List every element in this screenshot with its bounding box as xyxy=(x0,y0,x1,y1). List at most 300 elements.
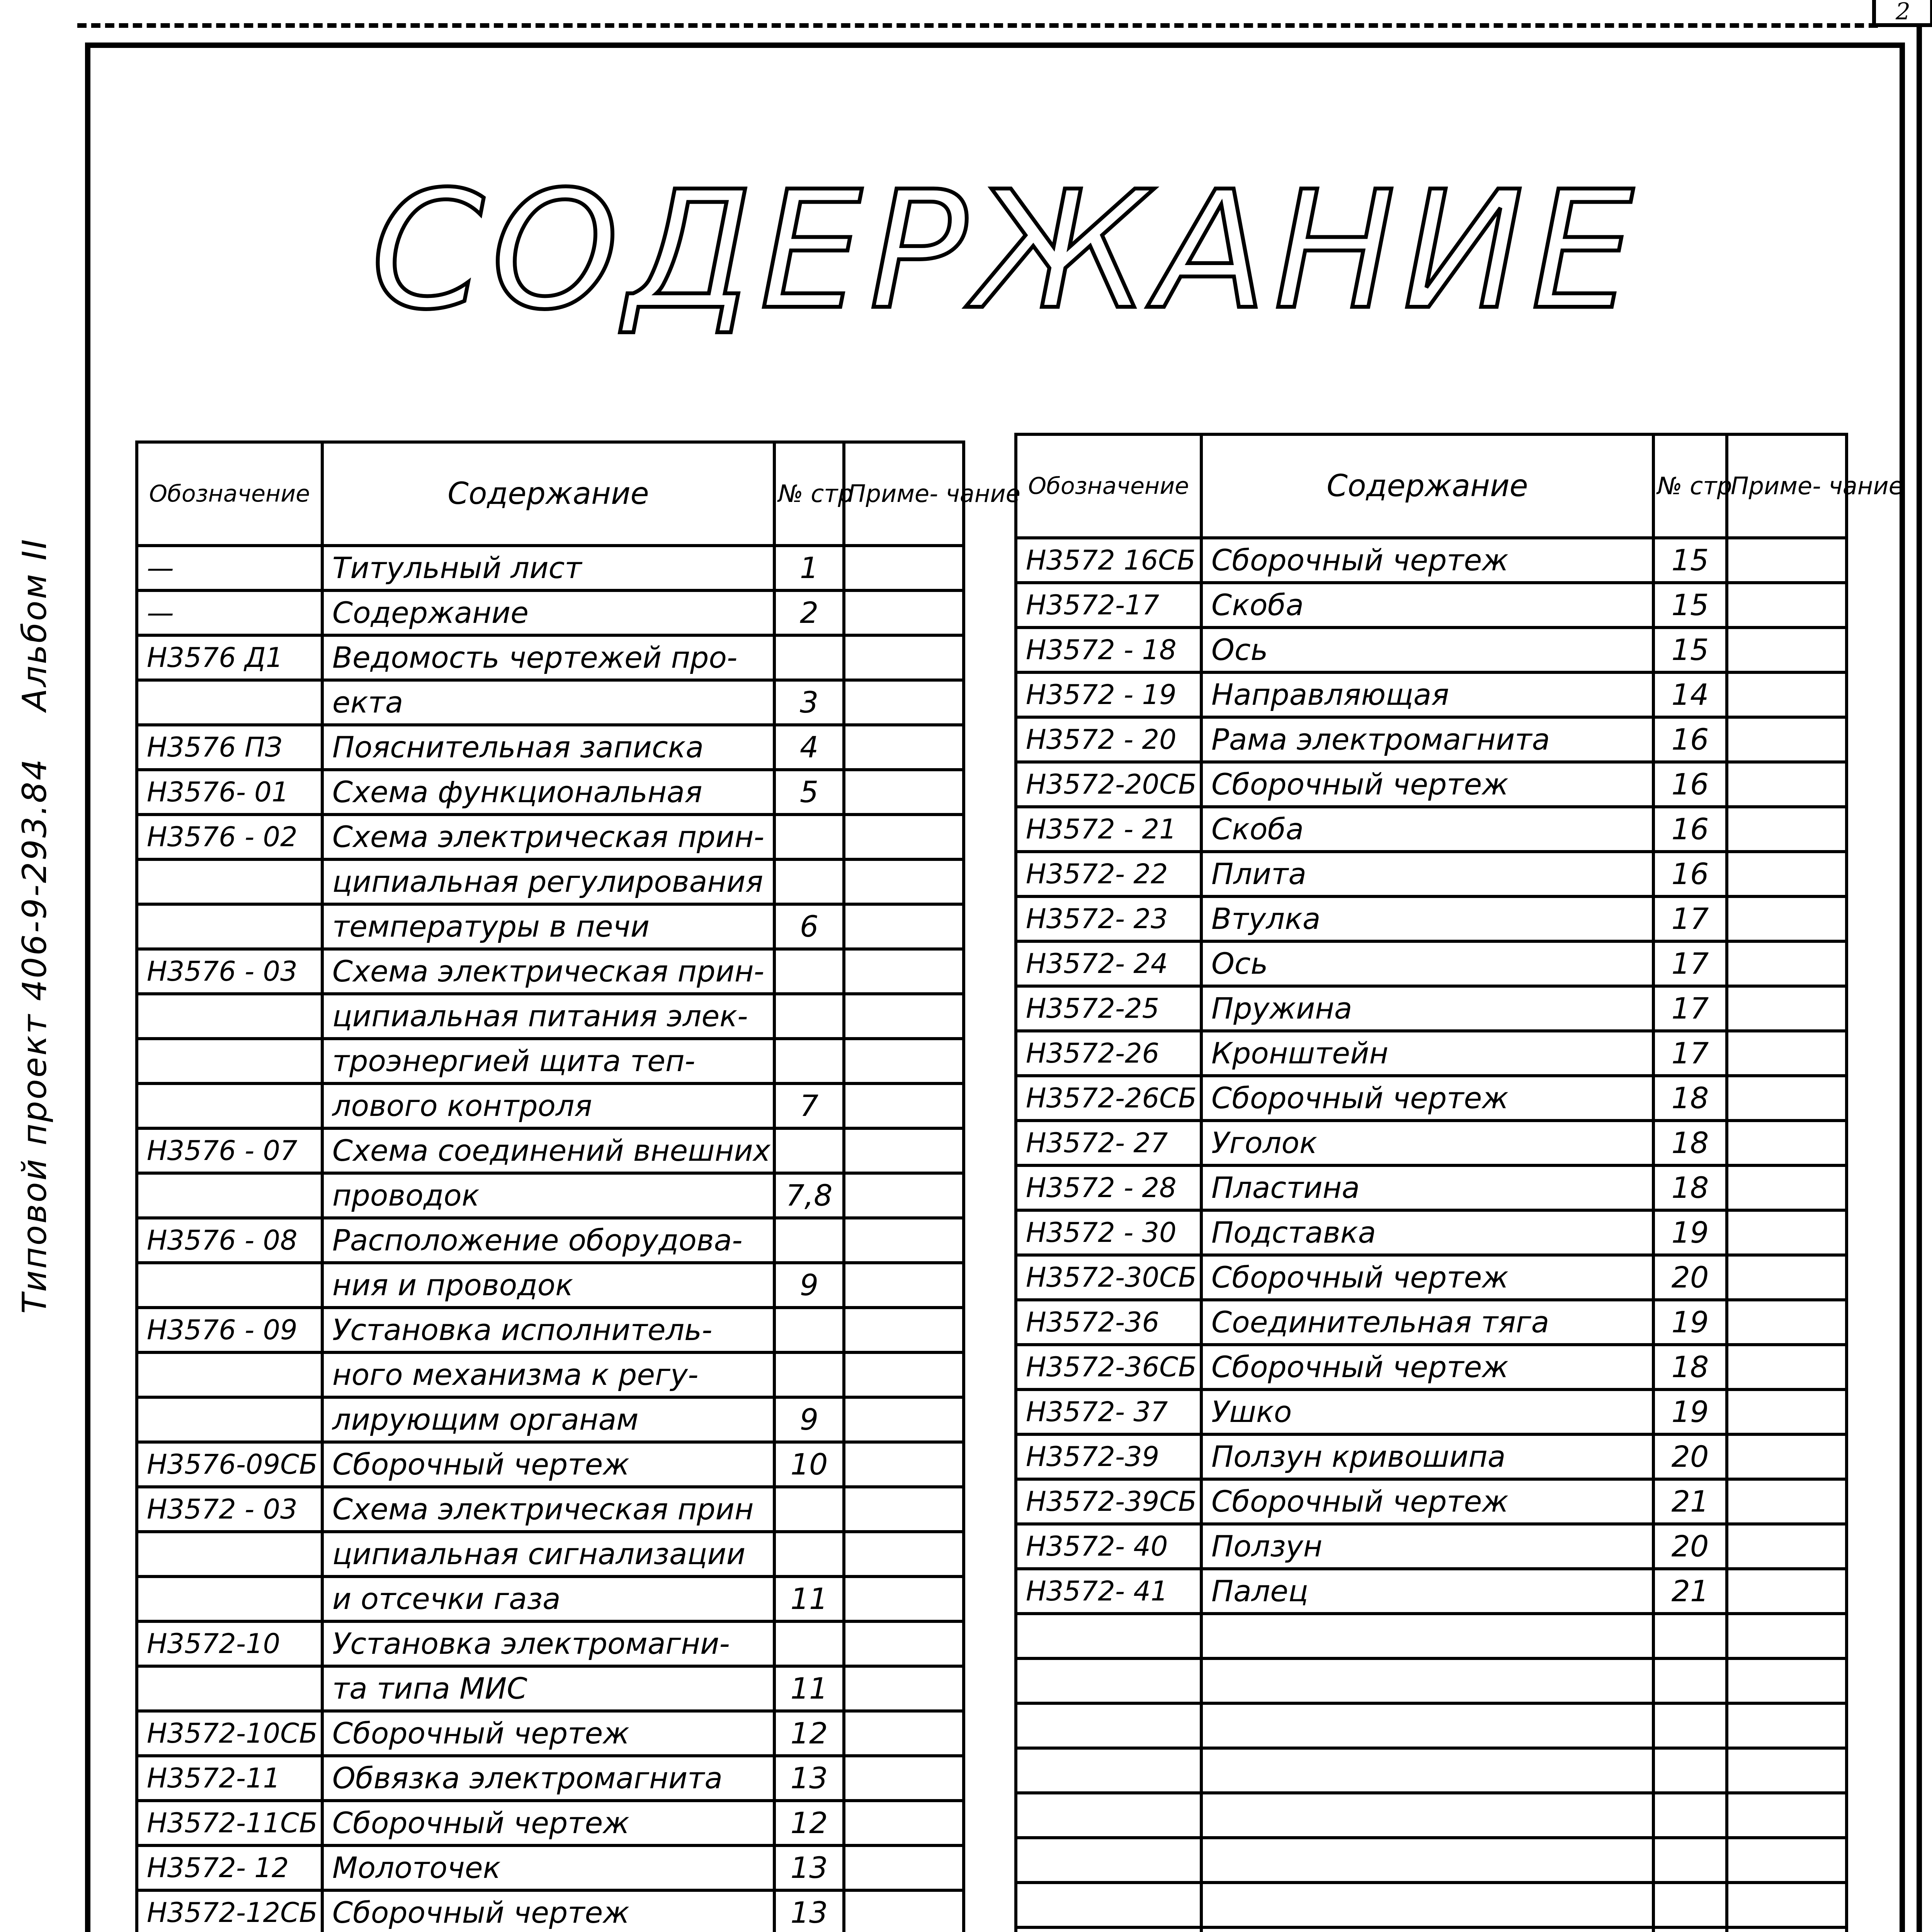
note-cell xyxy=(1727,986,1847,1031)
page-cell: 18 xyxy=(1653,1076,1727,1121)
note-cell xyxy=(1727,1479,1847,1524)
content-cell: Сборочный чертеж xyxy=(1201,1345,1653,1389)
page-cell xyxy=(774,1352,844,1397)
note-cell xyxy=(844,1487,964,1532)
note-cell xyxy=(844,1711,964,1756)
page-cell: 10 xyxy=(774,1442,844,1487)
note-cell xyxy=(844,904,964,949)
content-cell: ципиальная регулирования xyxy=(322,859,774,904)
content-cell: Схема функциональная xyxy=(322,770,774,815)
table-row xyxy=(1016,538,1847,583)
content-cell: ного механизма к регу- xyxy=(322,1352,774,1397)
page-cell: 19 xyxy=(1653,1389,1727,1434)
page-cell: 12 xyxy=(774,1711,844,1756)
table-row xyxy=(137,1621,964,1666)
content-cell xyxy=(1201,1793,1653,1838)
note-cell xyxy=(1727,1345,1847,1389)
designation-cell: Н3572-10СБ xyxy=(137,1711,322,1756)
table-row xyxy=(137,1442,964,1487)
page-cell: 16 xyxy=(1653,762,1727,807)
designation-cell: Н3572-30СБ xyxy=(1016,1255,1201,1300)
content-cell: Скоба xyxy=(1201,807,1653,852)
content-cell: Плита xyxy=(1201,852,1653,896)
contents-table-right xyxy=(1014,433,1903,1932)
designation-cell xyxy=(137,1397,322,1442)
note-cell xyxy=(1727,762,1847,807)
designation-cell: Н3572- 41 xyxy=(1016,1569,1201,1614)
note-cell xyxy=(844,1756,964,1801)
table-row xyxy=(137,680,964,725)
table-row xyxy=(137,1845,964,1890)
note-cell xyxy=(844,1845,964,1890)
page-cell: 9 xyxy=(774,1397,844,1442)
table-row xyxy=(137,1128,964,1173)
note-cell xyxy=(1727,1703,1847,1748)
table-row xyxy=(137,815,964,859)
note-cell xyxy=(1727,1614,1847,1658)
content-cell: лового контроля xyxy=(322,1083,774,1128)
table-row xyxy=(137,1532,964,1577)
note-cell xyxy=(1727,628,1847,672)
designation-cell xyxy=(1016,1614,1201,1658)
designation-cell: Н3572- 24 xyxy=(1016,941,1201,986)
designation-cell: Н3572 - 18 xyxy=(1016,628,1201,672)
page-cell xyxy=(774,1039,844,1083)
note-cell xyxy=(844,1621,964,1666)
page-cell: 3 xyxy=(774,680,844,725)
page-cell xyxy=(1653,1703,1727,1748)
content-cell: Обвязка электромагнита xyxy=(322,1756,774,1801)
designation-cell: Н3572- 12 xyxy=(137,1845,322,1890)
content-cell xyxy=(1201,1658,1653,1703)
designation-cell: Н3572-36 xyxy=(1016,1300,1201,1345)
page-cell: 16 xyxy=(1653,807,1727,852)
page-cell: 2 xyxy=(774,590,844,635)
content-cell: Установка электромагни- xyxy=(322,1621,774,1666)
content-cell: та типа МИС xyxy=(322,1666,774,1711)
page-cell xyxy=(1653,1614,1727,1658)
note-cell xyxy=(1727,807,1847,852)
table-row xyxy=(1016,583,1847,628)
table-row xyxy=(1016,1479,1847,1524)
note-cell xyxy=(1727,941,1847,986)
table-row xyxy=(137,1890,964,1932)
table-row xyxy=(137,1577,964,1621)
contents-body-right xyxy=(1016,538,1847,1932)
page-cell: 13 xyxy=(774,1890,844,1932)
table-row xyxy=(1016,1076,1847,1121)
designation-cell xyxy=(137,1263,322,1308)
content-cell: Направляющая xyxy=(1201,672,1653,717)
page-cell xyxy=(774,1532,844,1577)
note-cell xyxy=(844,1308,964,1352)
table-row xyxy=(1016,1658,1847,1703)
table-row xyxy=(1016,1031,1847,1076)
table-row xyxy=(137,546,964,590)
designation-cell: Н3572-11СБ xyxy=(137,1801,322,1845)
page-cell xyxy=(1653,1883,1727,1927)
content-cell: Сборочный чертеж xyxy=(322,1711,774,1756)
designation-cell: Н3572 16СБ xyxy=(1016,538,1201,583)
note-cell xyxy=(844,1442,964,1487)
note-cell xyxy=(844,1128,964,1173)
table-row xyxy=(1016,1524,1847,1569)
note-cell xyxy=(1727,1031,1847,1076)
content-cell: Сборочный чертеж xyxy=(1201,1479,1653,1524)
table-row xyxy=(137,994,964,1039)
note-cell xyxy=(1727,852,1847,896)
note-cell xyxy=(844,1666,964,1711)
designation-header: Обозначение xyxy=(137,442,322,546)
table-row xyxy=(137,1711,964,1756)
designation-cell: Н3572 - 30 xyxy=(1016,1210,1201,1255)
note-cell xyxy=(844,1801,964,1845)
designation-cell: Н3576 - 07 xyxy=(137,1128,322,1173)
content-cell: екта xyxy=(322,680,774,725)
page-cell: 20 xyxy=(1653,1524,1727,1569)
table-row xyxy=(137,1263,964,1308)
content-cell: Пластина xyxy=(1201,1165,1653,1210)
note-cell xyxy=(1727,1434,1847,1479)
table-row xyxy=(137,859,964,904)
page-cell: 7,8 xyxy=(774,1173,844,1218)
designation-cell: Н3572-10 xyxy=(137,1621,322,1666)
designation-cell xyxy=(1016,1927,1201,1932)
content-header: Содержание xyxy=(322,442,774,546)
note-cell xyxy=(844,1532,964,1577)
note-cell xyxy=(844,815,964,859)
note-cell xyxy=(1727,1255,1847,1300)
content-cell xyxy=(1201,1927,1653,1932)
designation-cell xyxy=(137,1352,322,1397)
table-row xyxy=(1016,1345,1847,1389)
note-cell xyxy=(1727,1076,1847,1121)
page-cell xyxy=(774,635,844,680)
page-cell: 20 xyxy=(1653,1434,1727,1479)
table-row xyxy=(137,1397,964,1442)
designation-cell xyxy=(137,1577,322,1621)
page-cell: 13 xyxy=(774,1756,844,1801)
table-row xyxy=(137,1173,964,1218)
content-cell: Содержание xyxy=(322,590,774,635)
table-row xyxy=(137,1756,964,1801)
table-row xyxy=(137,635,964,680)
album-label: Альбом II xyxy=(15,537,54,711)
designation-cell: — xyxy=(137,590,322,635)
page-cell: 4 xyxy=(774,725,844,770)
table-row xyxy=(1016,628,1847,672)
note-cell xyxy=(1727,1210,1847,1255)
page-cell: 15 xyxy=(1653,538,1727,583)
content-cell: Палец xyxy=(1201,1569,1653,1614)
content-cell: Сборочный чертеж xyxy=(1201,1255,1653,1300)
table-row xyxy=(1016,941,1847,986)
designation-cell: Н3576 - 02 xyxy=(137,815,322,859)
page-cell: 19 xyxy=(1653,1300,1727,1345)
table-row xyxy=(1016,762,1847,807)
table-header-row xyxy=(137,442,964,546)
content-cell: Сборочный чертеж xyxy=(322,1890,774,1932)
page-header: № стр xyxy=(1653,434,1727,538)
note-cell xyxy=(844,1352,964,1397)
page-cell: 21 xyxy=(1653,1569,1727,1614)
note-cell xyxy=(844,1039,964,1083)
page-cell: 19 xyxy=(1653,1210,1727,1255)
table-row xyxy=(137,949,964,994)
designation-cell: Н3572 - 19 xyxy=(1016,672,1201,717)
table-row xyxy=(137,1352,964,1397)
page-cell: 17 xyxy=(1653,896,1727,941)
designation-cell: Н3572-11 xyxy=(137,1756,322,1801)
page-cell: 15 xyxy=(1653,628,1727,672)
content-cell: Сборочный чертеж xyxy=(1201,538,1653,583)
content-cell: Втулка xyxy=(1201,896,1653,941)
designation-cell: Н3576 - 08 xyxy=(137,1218,322,1263)
content-cell xyxy=(1201,1703,1653,1748)
page-cell xyxy=(1653,1793,1727,1838)
page-cell: 7 xyxy=(774,1083,844,1128)
content-cell: Схема электрическая прин- xyxy=(322,949,774,994)
content-cell: Ушко xyxy=(1201,1389,1653,1434)
table-row xyxy=(1016,1614,1847,1658)
note-cell xyxy=(1727,1748,1847,1793)
table-row xyxy=(1016,986,1847,1031)
table-row xyxy=(1016,1165,1847,1210)
content-cell: Уголок xyxy=(1201,1121,1653,1165)
designation-cell: Н3576 ПЗ xyxy=(137,725,322,770)
table-row xyxy=(137,1801,964,1845)
note-cell xyxy=(1727,1838,1847,1883)
content-cell: Сборочный чертеж xyxy=(322,1801,774,1845)
page-cell: 20 xyxy=(1653,1255,1727,1300)
content-cell: Установка исполнитель- xyxy=(322,1308,774,1352)
designation-cell: Н3572 - 21 xyxy=(1016,807,1201,852)
designation-header: Обозначение xyxy=(1016,434,1201,538)
note-cell xyxy=(844,949,964,994)
page-cell: 6 xyxy=(774,904,844,949)
table-row xyxy=(1016,852,1847,896)
page-cell: 9 xyxy=(774,1263,844,1308)
page-header: № стр xyxy=(774,442,844,546)
top-dashed-line xyxy=(77,23,1878,28)
designation-cell: Н3572-36СБ xyxy=(1016,1345,1201,1389)
table-row xyxy=(137,1487,964,1532)
table-row xyxy=(1016,1703,1847,1748)
designation-cell: Н3572-20СБ xyxy=(1016,762,1201,807)
side-label xyxy=(15,538,54,1314)
content-cell: Скоба xyxy=(1201,583,1653,628)
table-row xyxy=(137,1039,964,1083)
designation-cell xyxy=(137,1173,322,1218)
designation-cell xyxy=(137,1666,322,1711)
note-cell xyxy=(1727,1165,1847,1210)
content-cell xyxy=(1201,1883,1653,1927)
contents-body-left xyxy=(137,546,964,1932)
designation-cell xyxy=(1016,1838,1201,1883)
table-row xyxy=(137,1666,964,1711)
content-cell: Соединительная тяга xyxy=(1201,1300,1653,1345)
designation-cell: Н3572- 40 xyxy=(1016,1524,1201,1569)
note-header: Приме- чание xyxy=(1727,434,1847,538)
note-cell xyxy=(844,1397,964,1442)
page-cell: 13 xyxy=(774,1845,844,1890)
designation-cell: Н3572-12СБ xyxy=(137,1890,322,1932)
note-cell xyxy=(1727,1569,1847,1614)
table-row xyxy=(137,904,964,949)
content-cell: Сборочный чертеж xyxy=(1201,1076,1653,1121)
content-cell: Расположение оборудова- xyxy=(322,1218,774,1263)
page-cell: 5 xyxy=(774,770,844,815)
designation-cell: Н3572 - 20 xyxy=(1016,717,1201,762)
page-cell xyxy=(774,1487,844,1532)
page-cell xyxy=(774,859,844,904)
page-cell: 17 xyxy=(1653,1031,1727,1076)
content-cell: Подставка xyxy=(1201,1210,1653,1255)
contents-table-left xyxy=(135,440,1020,1932)
content-cell: Пружина xyxy=(1201,986,1653,1031)
page-cell: 1 xyxy=(774,546,844,590)
page-cell xyxy=(774,1218,844,1263)
content-cell xyxy=(1201,1838,1653,1883)
designation-cell: Н3572- 37 xyxy=(1016,1389,1201,1434)
page-number: 2 xyxy=(1872,0,1932,27)
designation-cell xyxy=(137,1039,322,1083)
designation-cell xyxy=(137,859,322,904)
table-row xyxy=(1016,1569,1847,1614)
note-cell xyxy=(844,546,964,590)
note-cell xyxy=(844,590,964,635)
designation-cell: Н3576- 01 xyxy=(137,770,322,815)
content-cell: Ползун xyxy=(1201,1524,1653,1569)
designation-cell: Н3572-39СБ xyxy=(1016,1479,1201,1524)
note-cell xyxy=(844,994,964,1039)
note-cell xyxy=(844,859,964,904)
page-cell xyxy=(774,1308,844,1352)
designation-cell: Н3572-26СБ xyxy=(1016,1076,1201,1121)
note-cell xyxy=(844,680,964,725)
content-cell: Пояснительная записка xyxy=(322,725,774,770)
content-header: Содержание xyxy=(1201,434,1653,538)
content-cell: Титульный лист xyxy=(322,546,774,590)
page-cell: 12 xyxy=(774,1801,844,1845)
designation-cell: Н3572-39 xyxy=(1016,1434,1201,1479)
content-cell: Схема электрическая прин xyxy=(322,1487,774,1532)
page-cell: 17 xyxy=(1653,941,1727,986)
content-cell: Рама электромагнита xyxy=(1201,717,1653,762)
designation-cell: Н3572- 23 xyxy=(1016,896,1201,941)
table-row xyxy=(137,770,964,815)
designation-cell: Н3576 - 03 xyxy=(137,949,322,994)
note-cell xyxy=(1727,1883,1847,1927)
table-row xyxy=(1016,1210,1847,1255)
page-cell xyxy=(1653,1927,1727,1932)
page-cell: 17 xyxy=(1653,986,1727,1031)
table-row xyxy=(137,1308,964,1352)
note-cell xyxy=(1727,717,1847,762)
designation-cell xyxy=(137,680,322,725)
designation-cell xyxy=(1016,1883,1201,1927)
page-cell: 18 xyxy=(1653,1165,1727,1210)
page-cell: 16 xyxy=(1653,717,1727,762)
note-cell xyxy=(1727,538,1847,583)
table-row xyxy=(1016,1121,1847,1165)
designation-cell xyxy=(1016,1748,1201,1793)
table-row xyxy=(1016,1300,1847,1345)
note-cell xyxy=(1727,583,1847,628)
content-cell: Сборочный чертеж xyxy=(322,1442,774,1487)
table-row xyxy=(1016,896,1847,941)
page-cell xyxy=(774,994,844,1039)
note-cell xyxy=(1727,1524,1847,1569)
designation-cell: Н3572-25 xyxy=(1016,986,1201,1031)
note-cell xyxy=(844,635,964,680)
note-cell xyxy=(1727,1927,1847,1932)
content-cell: Ползун кривошипа xyxy=(1201,1434,1653,1479)
content-cell: Схема соединений внешних xyxy=(322,1128,774,1173)
note-cell xyxy=(844,1577,964,1621)
table-row xyxy=(137,725,964,770)
note-cell xyxy=(844,1263,964,1308)
page-cell: 11 xyxy=(774,1577,844,1621)
page-cell xyxy=(1653,1838,1727,1883)
content-cell: проводок xyxy=(322,1173,774,1218)
designation-cell xyxy=(137,1532,322,1577)
content-cell: Молоточек xyxy=(322,1845,774,1890)
page-cell xyxy=(774,949,844,994)
designation-cell: Н3572- 27 xyxy=(1016,1121,1201,1165)
designation-cell xyxy=(1016,1793,1201,1838)
note-cell xyxy=(844,1890,964,1932)
designation-cell: Н3576 Д1 xyxy=(137,635,322,680)
page-cell xyxy=(774,1128,844,1173)
table-row xyxy=(1016,717,1847,762)
note-cell xyxy=(1727,1300,1847,1345)
content-cell: Ведомость чертежей про- xyxy=(322,635,774,680)
content-cell: и отсечки газа xyxy=(322,1577,774,1621)
note-cell xyxy=(1727,896,1847,941)
note-cell xyxy=(844,1083,964,1128)
content-cell: Ось xyxy=(1201,628,1653,672)
content-cell: ципиальная питания элек- xyxy=(322,994,774,1039)
table-row xyxy=(1016,1883,1847,1927)
note-cell xyxy=(844,1173,964,1218)
page-cell: 16 xyxy=(1653,852,1727,896)
page-cell xyxy=(1653,1658,1727,1703)
note-cell xyxy=(1727,1121,1847,1165)
project-label: Типовой проект 406-9-293.84 xyxy=(15,757,54,1314)
page-cell xyxy=(1653,1748,1727,1793)
designation-cell: Н3572-26 xyxy=(1016,1031,1201,1076)
designation-cell xyxy=(137,1083,322,1128)
page-cell: 11 xyxy=(774,1666,844,1711)
designation-cell: Н3572- 22 xyxy=(1016,852,1201,896)
content-cell: ния и проводок xyxy=(322,1263,774,1308)
designation-cell xyxy=(137,994,322,1039)
content-cell: ципиальная сигнализации xyxy=(322,1532,774,1577)
page-cell xyxy=(774,1621,844,1666)
table-row xyxy=(137,590,964,635)
note-cell xyxy=(1727,1793,1847,1838)
content-cell: лирующим органам xyxy=(322,1397,774,1442)
designation-cell xyxy=(1016,1703,1201,1748)
designation-cell: Н3576 - 09 xyxy=(137,1308,322,1352)
content-cell: Ось xyxy=(1201,941,1653,986)
content-cell: Кронштейн xyxy=(1201,1031,1653,1076)
page-cell: 18 xyxy=(1653,1345,1727,1389)
table-row xyxy=(1016,1255,1847,1300)
note-cell xyxy=(844,725,964,770)
designation-cell xyxy=(1016,1658,1201,1703)
